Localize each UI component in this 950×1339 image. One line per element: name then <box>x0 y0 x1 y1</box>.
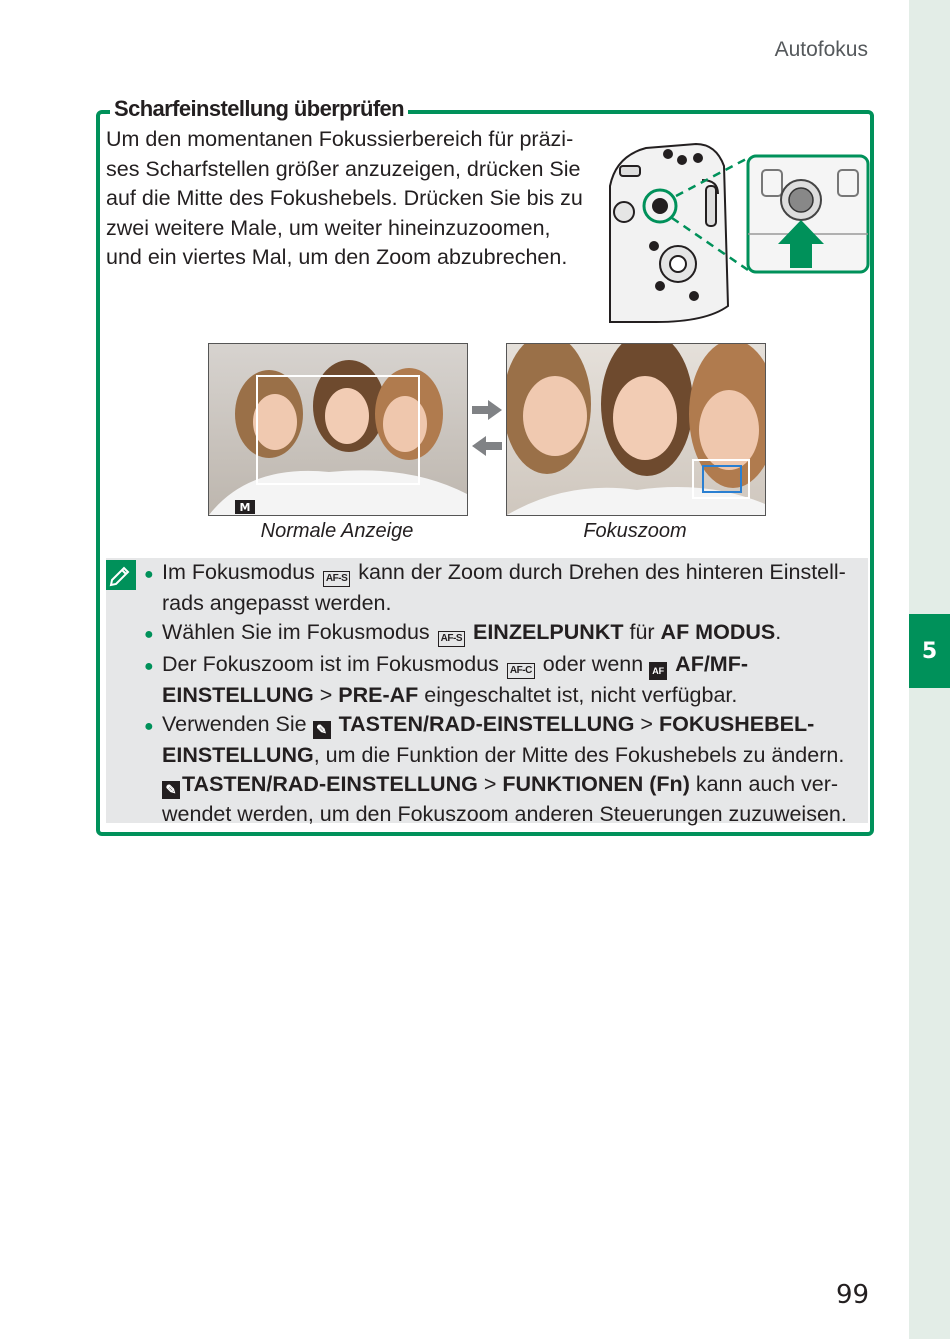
note-text: > <box>483 772 497 797</box>
intro-line: ses Scharfstellen größer anzuzeigen, drücken Sie <box>106 156 581 181</box>
wrench-settings-icon: ✎ <box>162 781 180 799</box>
note-text: Im Fokusmodus <box>162 560 315 584</box>
note-text: kann auch ver- <box>695 772 839 797</box>
note-text: , um die Funktion der Mitte des Fokushebels zu ändern. <box>313 743 845 768</box>
page-number: 99 <box>836 1280 870 1310</box>
note-item-1 <box>144 558 868 589</box>
section-title: Scharfeinstellung überprüfen <box>110 96 408 122</box>
note-list <box>144 558 868 829</box>
note-item-4-cont3 <box>144 800 868 829</box>
menu-term: AF MODUS <box>660 620 776 645</box>
af-s-icon: AF-S <box>438 631 465 647</box>
intro-line: und ein viertes Mal, um den Zoom abzubrechen. <box>106 245 568 269</box>
menu-term: EINSTELLUNG <box>162 682 314 707</box>
note-text: Wählen Sie im Fokusmodus <box>162 620 430 645</box>
intro-line: Um den momentanen Fokussierbereich für präzi- <box>106 127 574 151</box>
camera-body <box>610 144 728 322</box>
intro-text <box>106 125 594 273</box>
menu-term: AF/MF- <box>675 651 749 676</box>
zoom-inset <box>748 156 868 272</box>
swap-arrows-icon <box>470 398 504 460</box>
note-item-2 <box>144 618 868 649</box>
note-item-1-cont <box>144 589 868 618</box>
menu-term: EINSTELLUNG <box>162 743 314 768</box>
note-item-4-cont <box>144 741 868 770</box>
note-item-4 <box>144 710 868 741</box>
note-pencil-icon <box>106 560 136 590</box>
running-head: Autofokus <box>774 38 868 61</box>
photo-normal-view <box>208 343 468 516</box>
menu-term: PRE-AF <box>338 682 419 707</box>
note-text: Verwenden Sie <box>162 712 307 737</box>
mode-badge: M <box>239 501 251 514</box>
af-c-icon: AF-C <box>507 663 535 679</box>
note-text: . <box>775 620 782 645</box>
caption-focus-zoom: Fokuszoom <box>583 520 687 542</box>
note-item-3 <box>144 650 868 681</box>
note-text: für <box>629 620 655 645</box>
menu-term: FOKUSHEBEL- <box>658 712 815 737</box>
note-item-3-cont <box>144 681 868 710</box>
note-text: Der Fokuszoom ist im Fokusmodus <box>162 651 499 676</box>
bullet-icon: ● <box>144 657 154 675</box>
note-text: rads angepasst werden. <box>162 591 392 616</box>
note-text: eingeschaltet ist, nicht verfügbar. <box>424 682 738 707</box>
bullet-icon: ● <box>144 718 154 736</box>
photo-focus-zoom <box>506 343 766 516</box>
note-text: kann der Zoom durch Drehen des hinteren Einstell- <box>358 560 846 584</box>
intro-line: auf die Mitte des Fokushebels. Drücken Sie bis zu <box>106 186 583 210</box>
wrench-settings-icon: ✎ <box>313 721 331 739</box>
camera-illustration <box>606 136 872 326</box>
note-text: oder wenn <box>542 651 644 676</box>
menu-term: TASTEN/RAD-EINSTELLUNG <box>182 772 478 797</box>
af-mf-icon: AF <box>649 662 667 680</box>
menu-term: TASTEN/RAD-EINSTELLUNG <box>338 712 635 737</box>
menu-term: FUNKTIONEN (Fn) <box>502 772 690 797</box>
note-text: > <box>640 712 653 737</box>
menu-term: EINZELPUNKT <box>472 620 624 645</box>
intro-line: zwei weitere Male, um weiter hineinzuzoomen, <box>106 215 551 240</box>
bullet-icon: ● <box>144 626 154 644</box>
chapter-tab: 5 <box>909 614 950 688</box>
caption-normal-view: Normale Anzeige <box>260 520 414 542</box>
note-item-4-cont2 <box>144 770 868 799</box>
bullet-icon: ● <box>144 566 154 583</box>
af-s-icon: AF-S <box>323 571 350 587</box>
note-text: wendet werden, um den Fokuszoom anderen Steuerungen zuzuweisen. <box>162 801 847 826</box>
note-text: > <box>319 682 333 707</box>
